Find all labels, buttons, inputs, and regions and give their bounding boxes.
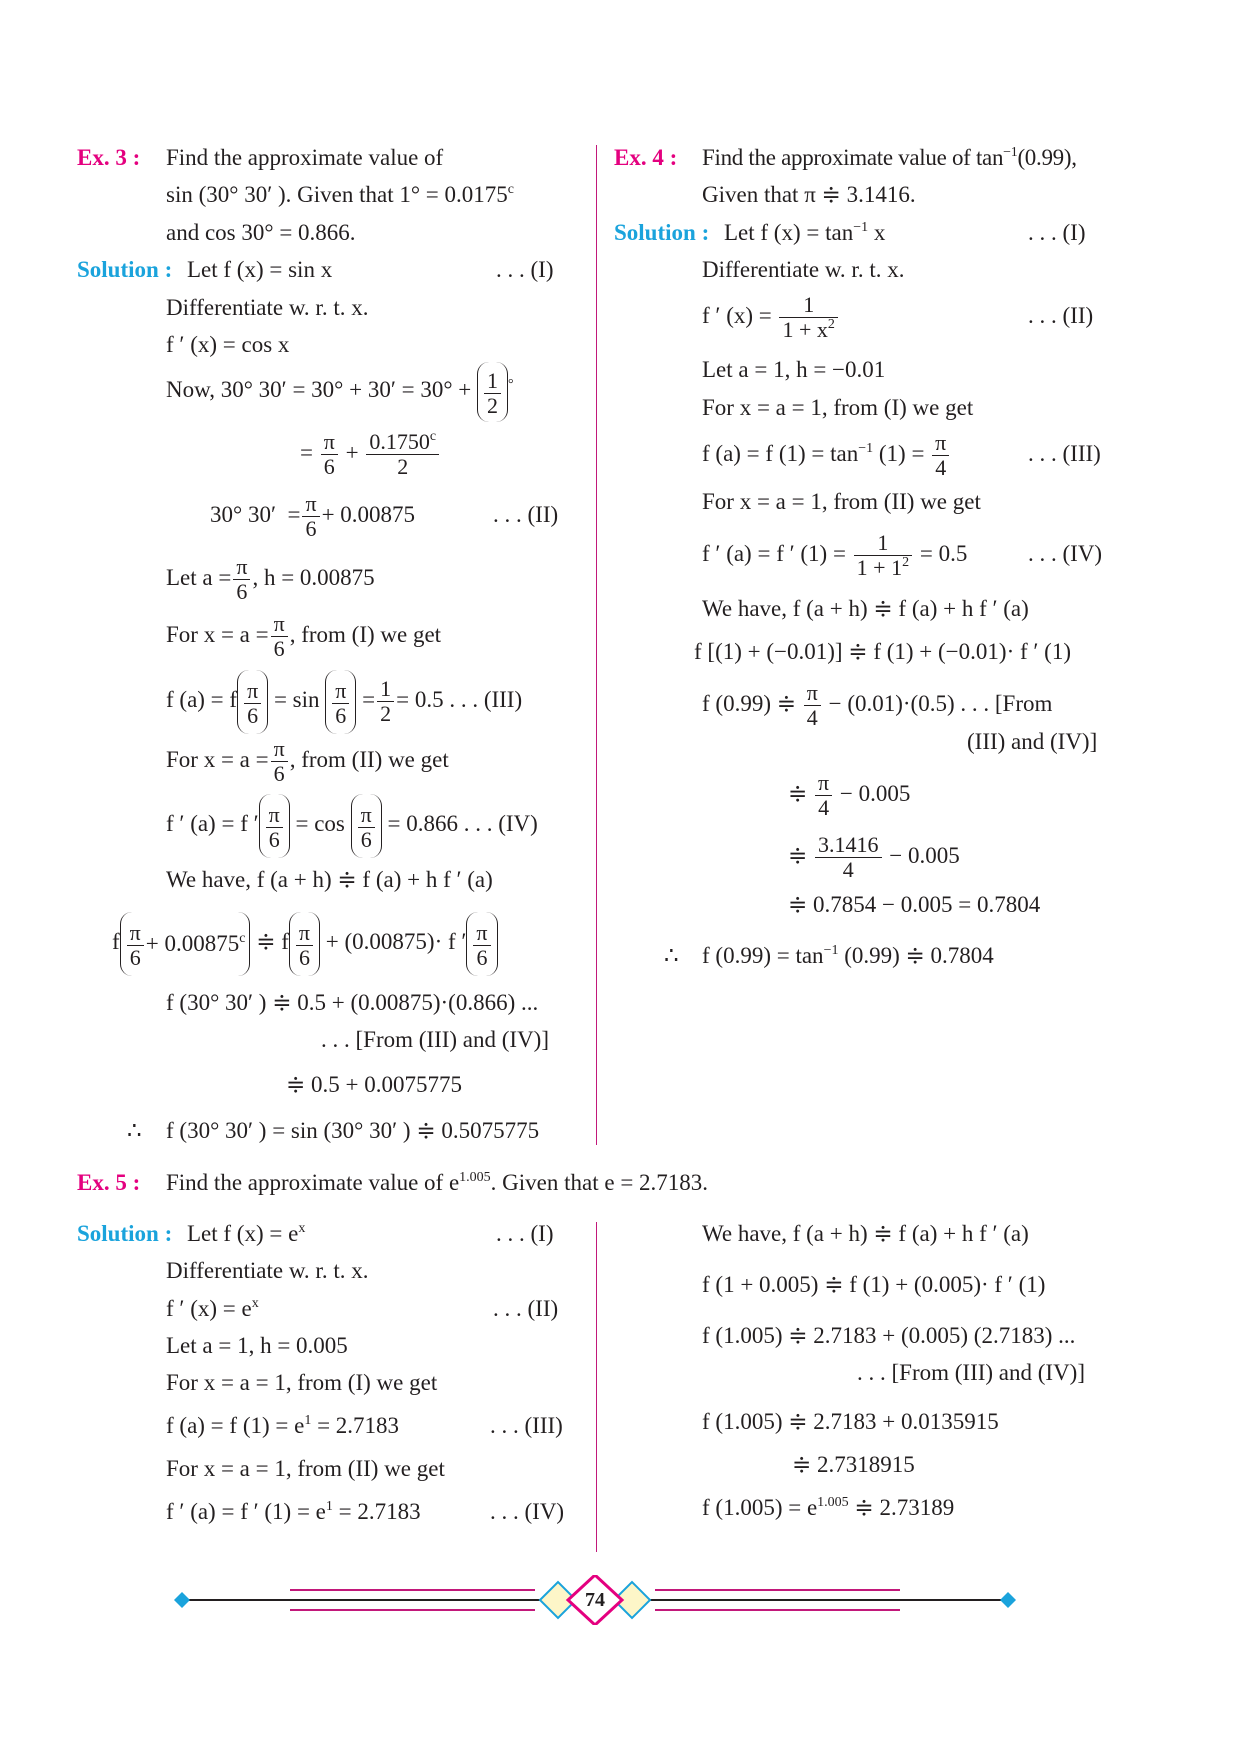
ex3-thirty-line: 30° 30′ = $\frac{\pi}{6}$ + 0.00875	[210, 491, 416, 542]
ex3-fpa-line: f ′ (a) = f ′ $\frac{\pi}{6}$ = cos $\frac{\pi}{6}$ = 0.866 . . . (IV)	[166, 792, 538, 858]
ex3-fprime: f ′ (x) = cos x	[166, 332, 290, 357]
page-number: 74	[585, 1589, 605, 1611]
ex3-now-line: Now, 30° 30′ = 30° + 30′ = 30° + $\frac{1}{2}$ °	[166, 360, 514, 422]
ex5-we-have: We have, f (a + h) ≑ f (a) + h f ′ (a)	[702, 1221, 1029, 1246]
ex4-tag-ii: . . . (II)	[1028, 303, 1094, 328]
ex4-fpa: f ′ (a) = f ′ (1) = $\frac{1}{1 + 1^2}$ = 0.5	[702, 530, 968, 581]
ex5-fpa: f ′ (a) = f ′ $(1) = e^1 = 2.7183$	[166, 1499, 421, 1524]
ex4-tag-iv: . . . (IV)	[1028, 541, 1103, 566]
ex4-label: Ex. 4 :	[614, 145, 678, 170]
ex4-we-have: We have, f (a + h) ≑ f (a) + h f ′ (a)	[702, 596, 1029, 621]
ex3-title-line2: sin (30° 30′ ). Given that 1° = 0.0175$^c$	[166, 182, 514, 207]
ex3-half-paren: $\frac{1}{2}$	[477, 362, 508, 422]
ex4-approx2: ≑ $\frac{3.1416}{4}$ − 0.005	[788, 832, 960, 883]
ex5-line4: f (1.005) ≑ 2.7183 + 0.0135915	[702, 1409, 999, 1434]
ex5-line3b: . . . [From (III) and (IV)]	[857, 1360, 1086, 1385]
ex5-let: Let f $(x) = e^x$	[187, 1221, 306, 1246]
ex4-differentiate: Differentiate w. r. t. x.	[702, 257, 905, 282]
ex3-f30: f (30° 30′ ) ≑ 0.5 + (0.00875)·(0.866) ...	[166, 990, 539, 1015]
ex4-tag-i: . . . (I)	[1028, 220, 1086, 245]
ex5-differentiate: Differentiate w. r. t. x.	[166, 1258, 369, 1283]
ex3-differentiate: Differentiate w. r. t. x.	[166, 295, 369, 320]
ex5-for1: For x = a = 1, from (I) we get	[166, 1370, 438, 1395]
ex3-approx1: ≑ 0.5 + 0.0075775	[286, 1072, 462, 1097]
ex4-title-line2: Given that π ≑ 3.1416.	[702, 182, 916, 207]
ex4-iii-iv: (III) and (IV)]	[967, 729, 1098, 754]
ex5-let-a: Let a = 1, h = 0.005	[166, 1333, 348, 1358]
ex5-tag-ii: . . . (II)	[493, 1296, 559, 1321]
ex3-let-a: Let a = $\frac{\pi}{6}$ , h = 0.00875	[166, 554, 375, 605]
ex4-for1: For x = a = 1, from (I) we get	[702, 395, 974, 420]
ex5-line2: f (1 + 0.005) ≑ f (1) + (0.005)· f ′ (1)	[702, 1272, 1046, 1297]
ex3-solution-label: Solution :	[77, 257, 173, 282]
ex3-we-have: We have, f (a + h) ≑ f (a) + h f ′ (a)	[166, 867, 493, 892]
ex5-line5: ≑ 2.7318915	[792, 1452, 915, 1477]
ex3-therefore: ∴	[127, 1118, 142, 1143]
ex4-line2: f [(1) + (−0.01)] ≑ f (1) + (−0.01)· f ′ (1)	[694, 639, 1071, 664]
ex3-label: Ex. 3 :	[77, 145, 141, 170]
ex4-approx1: ≑ $\frac{\pi}{4}$ − 0.005	[788, 770, 911, 821]
ex4-tag-iii: . . . (III)	[1028, 441, 1101, 466]
ex5-line6: f $(1.005) = e^{1.005}$ ≑ 2.73189	[702, 1495, 955, 1520]
ex4-let-a: Let a = 1, h = −0.01	[702, 357, 886, 382]
ex3-for-x1: For x = a = $\frac{\pi}{6}$ , from (I) we get	[166, 611, 442, 662]
ex5-label: Ex. 5 :	[77, 1170, 141, 1195]
ex5-line3: f (1.005) ≑ 2.7183 + (0.005) (2.7183) ...	[702, 1323, 1076, 1348]
ex5-tag-i: . . . (I)	[496, 1221, 554, 1246]
ex5-solution-label: Solution :	[77, 1221, 173, 1246]
ex4-final: f $(0.99) = \tan^{-1} (0.99)$ ≑ 0.7804	[702, 943, 994, 968]
ex4-approx3: ≑ 0.7854 − 0.005 = 0.7804	[788, 892, 1041, 917]
ex4-title-line1: Find the approximate value of $\tan^{-1}(0.99)$,	[702, 145, 1077, 170]
ex3-big-approx: f $\frac{\pi}{6}$ + 0.00875$^c$ ≑ f $\frac{\pi}{6}$ + (0.00875)· f ′ $\frac{\pi}{6}$	[112, 910, 498, 976]
ex3-title-line1: Find the approximate value of	[166, 145, 444, 170]
ex3-for-x2: For x = a = $\frac{\pi}{6}$ , from (II) we get	[166, 736, 449, 787]
ex5-fa: f (a) = f $(1) = e^1 = 2.7183$	[166, 1413, 400, 1438]
ex4-fa: f (a) = f $(1) = \tan^{-1} (1)$ = $\frac{\pi}{4}$	[702, 422, 951, 486]
ex4-fprime: f ′ (x) = $\frac{1}{1 + x^2}$	[702, 284, 840, 348]
ex3-fa-line: f (a) = f $\frac{\pi}{6}$ = sin $\frac{\pi}{6}$ = $\frac{1}{2}$ = 0.5 . . . (III)	[166, 668, 522, 734]
ex5-fprime: f ′ $(x) = e^x$	[166, 1296, 259, 1321]
ex5-title: Find the approximate value of $e^{1.005}$. Given that e = 2.7183.	[166, 1170, 709, 1195]
ex4-f099: f (0.99) ≑ $\frac{\pi}{4}$ − (0.01)·(0.5) . . . [From	[702, 680, 1053, 731]
ex3-tag-i: . . . (I)	[496, 257, 554, 282]
page-footer-ornament	[170, 1575, 1020, 1625]
ex3-from-ref: . . . [From (III) and (IV)]	[321, 1027, 550, 1052]
ex3-tag-ii: . . . (II)	[493, 502, 559, 527]
ex4-solution-label: Solution :	[614, 220, 710, 245]
ex4-for2: For x = a = 1, from (II) we get	[702, 489, 981, 514]
ex5-tag-iv: . . . (IV)	[490, 1499, 565, 1524]
ex4-therefore: ∴	[664, 943, 679, 968]
ex3-pi6-plus-frac: = $\frac{\pi}{6}$ + $\frac{0.1750^c}{2}$	[300, 423, 441, 483]
ex3-title-line3: and cos 30° = 0.866.	[166, 220, 356, 245]
column-divider-top	[596, 145, 597, 1145]
ex4-let: Let f $(x) = \tan^{-1} x$	[724, 220, 886, 245]
ex3-let: Let f (x) = sin x	[187, 257, 333, 282]
column-divider-bottom	[596, 1222, 597, 1552]
ex3-final: f (30° 30′ ) = sin (30° 30′ ) ≑ 0.5075775	[166, 1118, 540, 1143]
ex5-for2: For x = a = 1, from (II) we get	[166, 1456, 445, 1481]
ex5-tag-iii: . . . (III)	[490, 1413, 563, 1438]
